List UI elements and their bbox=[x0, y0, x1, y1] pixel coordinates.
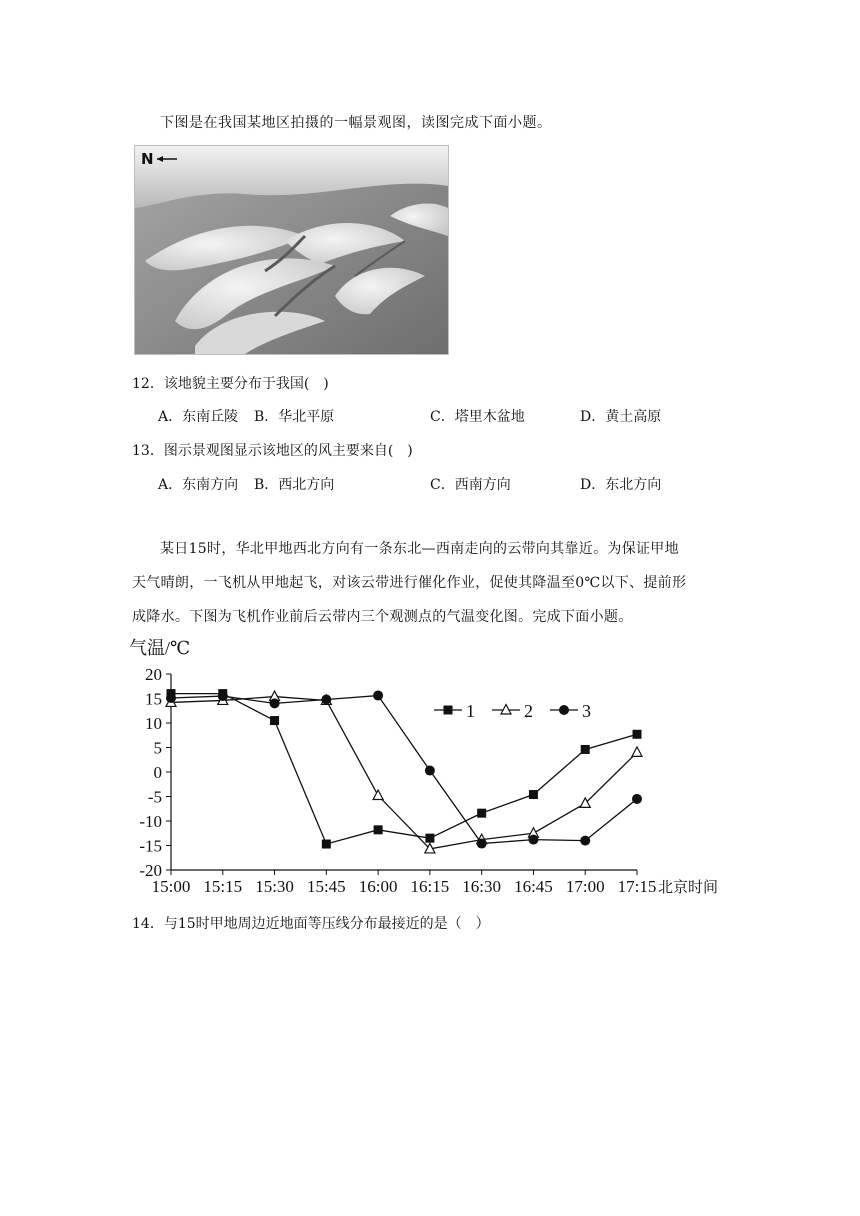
series-3-point bbox=[373, 691, 383, 701]
north-label: N bbox=[141, 150, 154, 168]
x-tick-label: 15:00 bbox=[151, 877, 191, 896]
y-tick-label: 0 bbox=[153, 763, 162, 782]
series-1-point bbox=[425, 834, 434, 843]
question-12-stem: 12．该地貌主要分布于我国( ) bbox=[132, 376, 329, 392]
series-1-point bbox=[529, 790, 538, 799]
y-tick-label: 10 bbox=[145, 714, 162, 733]
series-3-point bbox=[477, 839, 487, 849]
x-tick-label: 16:00 bbox=[358, 877, 398, 896]
series-3-point bbox=[270, 698, 280, 708]
series-3-point bbox=[528, 835, 538, 845]
series-1-point bbox=[477, 809, 486, 818]
y-axis-label: 气温/℃ bbox=[129, 638, 191, 658]
legend-3-marker bbox=[559, 705, 569, 715]
x-tick-label: 16:15 bbox=[410, 877, 450, 896]
q13-option-b[interactable]: B．西北方向 bbox=[254, 477, 335, 493]
legend-1-label: 1 bbox=[466, 701, 475, 721]
temperature-chart bbox=[126, 636, 746, 898]
x-axis-label: 北京时间 bbox=[658, 880, 719, 896]
y-tick-label: -15 bbox=[139, 836, 162, 856]
y-tick-label: 5 bbox=[153, 738, 162, 758]
series-3-point bbox=[425, 766, 435, 776]
series-1-point bbox=[633, 730, 642, 739]
q12-option-c[interactable]: C．塔里木盆地 bbox=[430, 409, 525, 425]
y-tick-label: -5 bbox=[147, 787, 162, 807]
question-13-stem: 13．图示景观图显示该地区的风主要来自( ) bbox=[132, 443, 413, 459]
y-tick-label: -20 bbox=[139, 861, 162, 880]
passage-text: 某日15时，华北甲地西北方向有一条东北—西南走向的云带向其靠近。为保证甲地天气晴朗，一飞机从甲地起飞，对该云带进行催化作业，促使其降温至0℃以下、提前形成降水。下图为飞机作业前后云带内三个观测点的气温变化图。完成下面小题。 bbox=[132, 541, 687, 625]
q13-option-d[interactable]: D．东北方向 bbox=[580, 477, 662, 493]
y-tick-label: 15 bbox=[145, 689, 162, 709]
passage bbox=[132, 532, 692, 634]
sand-dune-image bbox=[135, 146, 448, 354]
legend-2-marker bbox=[501, 705, 511, 715]
x-tick-label: 15:45 bbox=[306, 877, 346, 896]
q13-option-a[interactable]: A．东南方向 bbox=[158, 477, 239, 493]
series-3-point bbox=[166, 693, 176, 703]
series-2-point bbox=[632, 747, 642, 757]
question-14-stem: 14．与15时甲地周边近地面等压线分布最接近的是（ ） bbox=[132, 916, 490, 932]
y-tick-label: -10 bbox=[139, 812, 162, 831]
y-tick-label: 20 bbox=[145, 665, 162, 684]
x-tick-label: 17:00 bbox=[565, 877, 605, 896]
series-3-point bbox=[632, 794, 642, 804]
legend-3-label: 3 bbox=[582, 701, 591, 721]
series-3-point bbox=[321, 694, 331, 704]
x-tick-label: 16:45 bbox=[514, 877, 553, 896]
x-tick-label: 17:15 bbox=[617, 877, 657, 896]
x-tick-label: 15:30 bbox=[255, 877, 294, 896]
q13-option-c[interactable]: C．西南方向 bbox=[430, 477, 511, 493]
series-3-point bbox=[580, 836, 590, 846]
intro-text: 下图是在我国某地区拍摄的一幅景观图，读图完成下面小题。 bbox=[160, 115, 552, 131]
series-1-point bbox=[270, 716, 279, 725]
x-tick-label: 16:30 bbox=[462, 877, 502, 896]
series-1-point bbox=[374, 825, 383, 834]
q12-option-d[interactable]: D．黄土高原 bbox=[580, 409, 662, 425]
series-1-point bbox=[581, 745, 590, 754]
x-tick-label: 15:15 bbox=[203, 877, 243, 896]
legend-2-label: 2 bbox=[524, 701, 533, 721]
series-3-point bbox=[218, 691, 228, 701]
legend-1-marker bbox=[444, 706, 453, 715]
q12-option-a[interactable]: A．东南丘陵 bbox=[158, 409, 239, 425]
series-2-line bbox=[171, 697, 637, 849]
series-1-point bbox=[322, 840, 331, 849]
landscape-photo bbox=[134, 145, 449, 355]
series-2-point bbox=[373, 790, 383, 800]
q12-option-b[interactable]: B．华北平原 bbox=[254, 409, 335, 425]
